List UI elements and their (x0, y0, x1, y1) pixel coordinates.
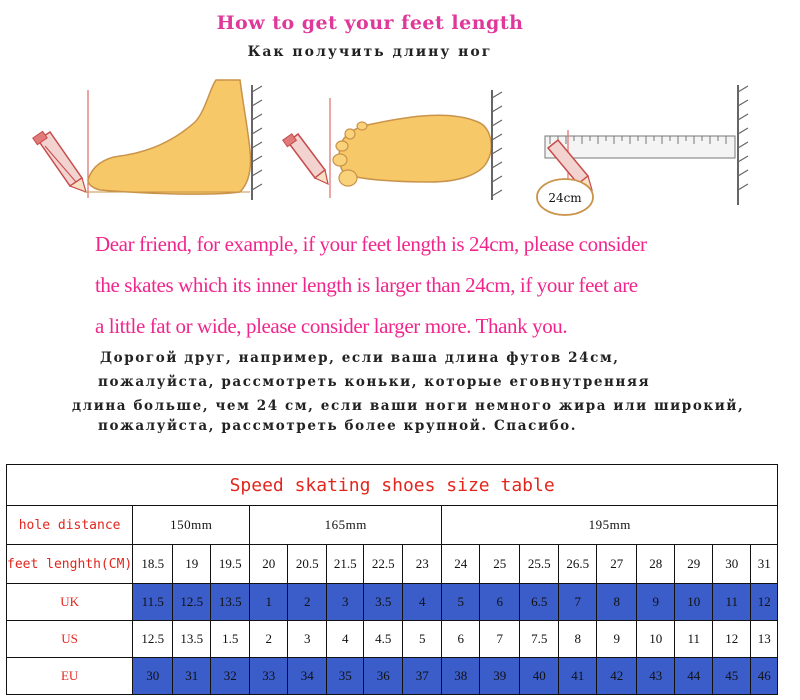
eu-size-cell: 36 (364, 658, 403, 695)
eu-size-cell: 45 (713, 658, 751, 695)
us-size-cell: 12.5 (133, 621, 173, 658)
eu-size-cell: 40 (520, 658, 559, 695)
eu-size-cell: 42 (597, 658, 637, 695)
feet-size-cell: 19.5 (211, 545, 250, 584)
feet-length-row (7, 545, 778, 584)
eu-size-cell: 43 (637, 658, 675, 695)
uk-size-cell: 1 (250, 584, 288, 621)
hole-group: 150mm (133, 506, 250, 545)
us-label: US (7, 621, 133, 658)
feet-length-label: feet lenghth(CM) (7, 545, 133, 584)
us-size-cell: 7.5 (520, 621, 559, 658)
feet-size-cell: 28 (637, 545, 675, 584)
us-size-cell: 4 (327, 621, 364, 658)
hole-distance-label: hole distance (7, 506, 133, 545)
eu-size-cell: 41 (559, 658, 597, 695)
measurement-bubble (537, 179, 593, 215)
uk-size-cell: 7 (559, 584, 597, 621)
uk-size-cell: 8 (597, 584, 637, 621)
wall-hatch-icon (492, 90, 502, 200)
feet-size-cell: 21.5 (327, 545, 364, 584)
eu-size-cell: 44 (675, 658, 713, 695)
us-size-cell: 9 (597, 621, 637, 658)
size-table-title: Speed skating shoes size table (7, 465, 778, 506)
eu-size-cell: 32 (211, 658, 250, 695)
us-size-row (7, 621, 778, 658)
svg-text:24cm: 24cm (548, 191, 582, 205)
us-size-cell: 12 (713, 621, 751, 658)
foot-side-icon (88, 80, 251, 194)
uk-size-cell: 10 (675, 584, 713, 621)
uk-size-cell: 3 (327, 584, 364, 621)
hole-group: 165mm (250, 506, 442, 545)
feet-size-cell: 18.5 (133, 545, 173, 584)
uk-size-cell: 2 (288, 584, 327, 621)
eu-size-cell: 38 (442, 658, 480, 695)
feet-size-cell: 22.5 (364, 545, 403, 584)
feet-size-cell: 25 (480, 545, 520, 584)
uk-size-cell: 12.5 (173, 584, 211, 621)
uk-size-row (7, 584, 778, 621)
feet-size-cell: 30 (713, 545, 751, 584)
us-size-cell: 4.5 (364, 621, 403, 658)
us-size-cell: 13 (751, 621, 778, 658)
pencil-icon (283, 134, 328, 184)
size-table (6, 464, 778, 695)
hole-distance-row (7, 506, 778, 545)
us-size-cell: 2 (250, 621, 288, 658)
us-size-cell: 10 (637, 621, 675, 658)
pencil-icon (33, 131, 86, 192)
message-en-line: the skates which its inner length is larger than 24cm, if your feet are (95, 273, 638, 297)
us-size-cell: 1.5 (211, 621, 250, 658)
message-ru-line: пожалуйста, рассмотреть более крупной. Спасибо. (98, 418, 578, 434)
uk-size-cell: 9 (637, 584, 675, 621)
feet-size-cell: 27 (597, 545, 637, 584)
message-ru-line: длина больше, чем 24 см, если ваши ноги немного жира или широкий, (72, 398, 745, 414)
feet-size-cell: 25.5 (520, 545, 559, 584)
eu-size-cell: 37 (403, 658, 442, 695)
us-size-cell: 8 (559, 621, 597, 658)
us-size-cell: 13.5 (173, 621, 211, 658)
page-title: How to get your feet length (216, 12, 524, 34)
wall-hatch-icon (738, 85, 748, 205)
feet-size-cell: 31 (751, 545, 778, 584)
feet-size-cell: 23 (403, 545, 442, 584)
us-size-cell: 11 (675, 621, 713, 658)
message-en-line: a little fat or wide, please consider larger more. Thank you. (95, 314, 568, 338)
uk-size-cell: 11.5 (133, 584, 173, 621)
feet-size-cell: 26.5 (559, 545, 597, 584)
eu-size-cell: 35 (327, 658, 364, 695)
eu-size-cell: 30 (133, 658, 173, 695)
eu-size-cell: 46 (751, 658, 778, 695)
feet-size-cell: 19 (173, 545, 211, 584)
uk-size-cell: 3.5 (364, 584, 403, 621)
feet-size-cell: 29 (675, 545, 713, 584)
feet-size-cell: 20 (250, 545, 288, 584)
eu-size-cell: 33 (250, 658, 288, 695)
uk-size-cell: 6.5 (520, 584, 559, 621)
us-size-cell: 6 (442, 621, 480, 658)
eu-label: EU (7, 658, 133, 695)
uk-size-cell: 5 (442, 584, 480, 621)
eu-size-cell: 31 (173, 658, 211, 695)
uk-size-cell: 13.5 (211, 584, 250, 621)
page-subtitle-ru: Как получить длину ног (247, 44, 493, 60)
wall-hatch-icon (252, 85, 262, 200)
foot-measure-illustration (0, 70, 800, 220)
us-size-cell: 3 (288, 621, 327, 658)
us-size-cell: 5 (403, 621, 442, 658)
hole-group: 195mm (442, 506, 778, 545)
eu-size-cell: 34 (288, 658, 327, 695)
ruler-icon (545, 136, 735, 158)
us-size-cell: 7 (480, 621, 520, 658)
uk-size-cell: 4 (403, 584, 442, 621)
message-en-line: Dear friend, for example, if your feet length is 24cm, please consider (95, 232, 647, 256)
eu-size-cell: 39 (480, 658, 520, 695)
feet-size-cell: 20.5 (288, 545, 327, 584)
message-ru-line: пожалуйста, рассмотреть коньки, которые еговнутренняя (98, 374, 651, 390)
uk-size-cell: 11 (713, 584, 751, 621)
message-ru-line: Дорогой друг, например, если ваша длина футов 24см, (100, 350, 620, 366)
uk-size-cell: 12 (751, 584, 778, 621)
uk-label: UK (7, 584, 133, 621)
eu-size-row (7, 658, 778, 695)
feet-size-cell: 24 (442, 545, 480, 584)
uk-size-cell: 6 (480, 584, 520, 621)
